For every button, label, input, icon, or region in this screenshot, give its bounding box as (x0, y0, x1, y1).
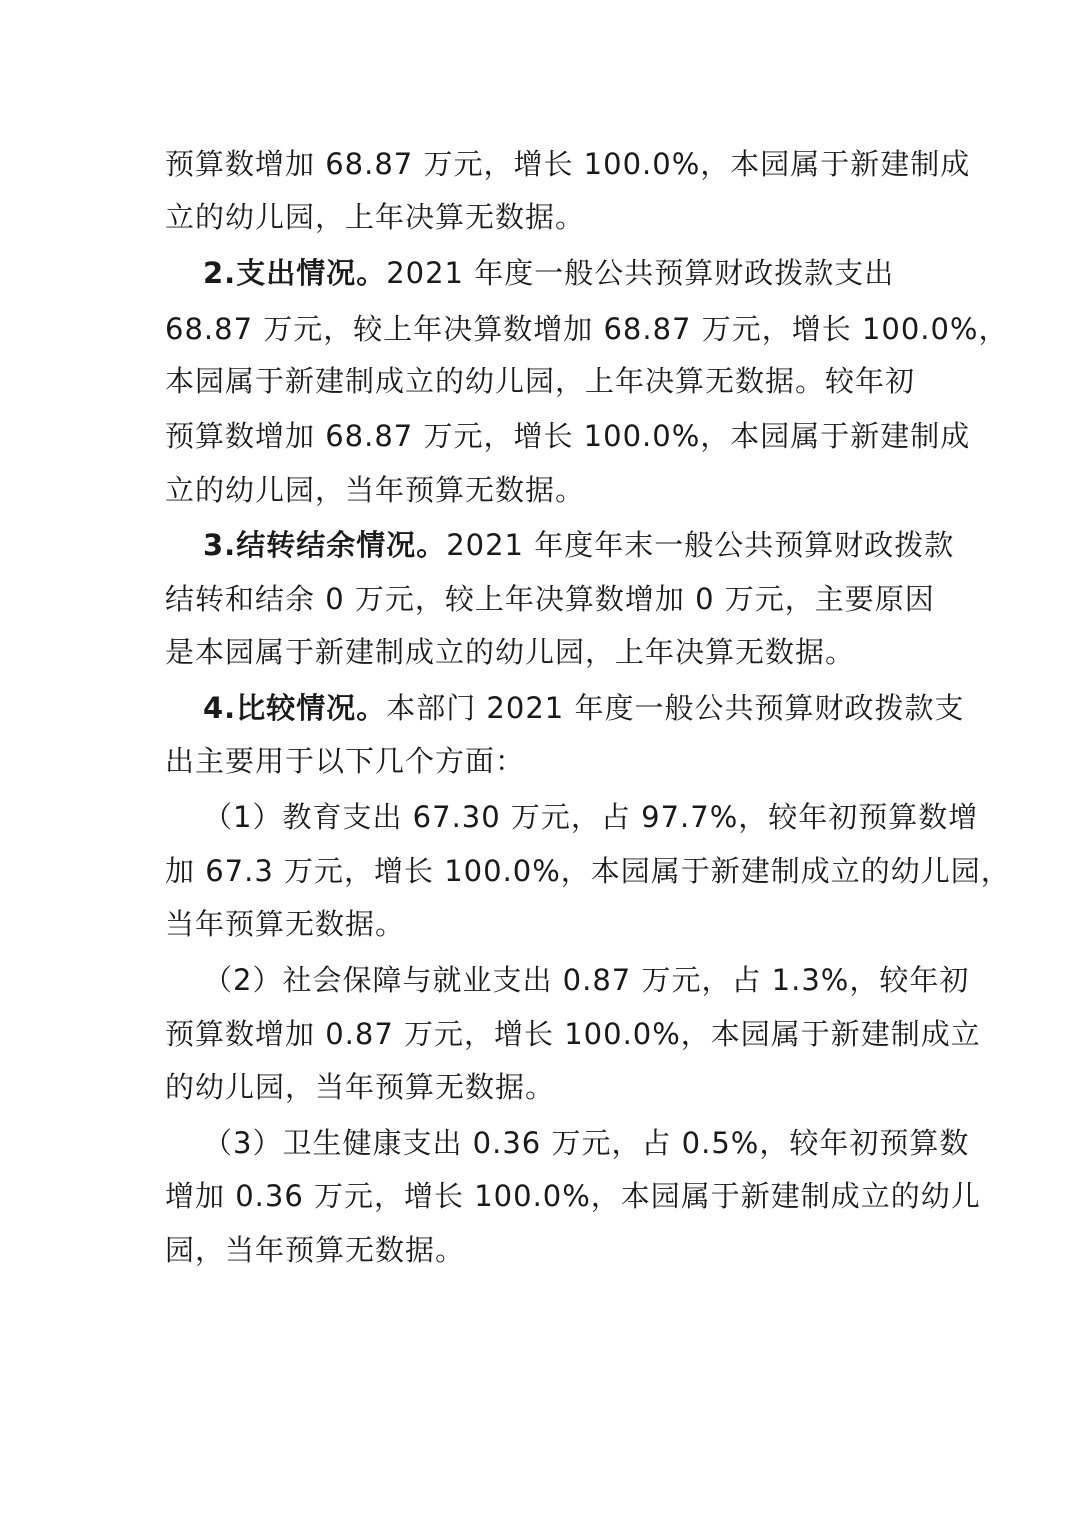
section-2-first-line-text: 2021 年度一般公共预算财政拨款支出 (386, 256, 895, 290)
section-2-heading: 2.支出情况。 (203, 256, 387, 290)
list-item-3-line: （3）卫生健康支出 0.36 万元，占 0.5%，较年初预算数 (203, 1126, 970, 1160)
list-item-1-line: （1）教育支出 67.30 万元，占 97.7%，较年初预算数增 (203, 800, 979, 834)
text-line: 预算数增加 68.87 万元，增长 100.0%，本园属于新建制成 (165, 147, 971, 181)
section-3-first-line (203, 525, 954, 565)
list-item-2-line: （2）社会保障与就业支出 0.87 万元，占 1.3%，较年初 (203, 963, 970, 997)
text-line: 预算数增加 68.87 万元，增长 100.0%，本园属于新建制成 (165, 419, 971, 453)
section-2-first-line (203, 253, 894, 293)
text-line: 本园属于新建制成立的幼儿园，上年决算无数据。较年初 (165, 364, 916, 398)
text-line: 加 67.3 万元，增长 100.0%，本园属于新建制成立的幼儿园， (165, 854, 1011, 888)
text-line: 出主要用于以下几个方面： (165, 744, 526, 778)
text-line: 立的幼儿园，当年预算无数据。 (165, 473, 586, 507)
text-line: 的幼儿园，当年预算无数据。 (165, 1070, 556, 1104)
text-line: 当年预算无数据。 (165, 907, 406, 941)
text-line: 是本园属于新建制成立的幼儿园，上年决算无数据。 (165, 635, 856, 669)
section-3-heading: 3.结转结余情况。 (203, 528, 447, 562)
text-line: 立的幼儿园，上年决算无数据。 (165, 200, 586, 234)
text-line: 预算数增加 0.87 万元，增长 100.0%，本园属于新建制成立 (165, 1017, 981, 1051)
section-3-first-line-text: 2021 年度年末一般公共预算财政拨款 (446, 528, 955, 562)
section-4-first-line-text: 本部门 2021 年度一般公共预算财政拨款支 (386, 691, 965, 725)
section-4-first-line (203, 688, 964, 728)
text-line: 68.87 万元，较上年决算数增加 68.87 万元，增长 100.0%， (165, 312, 1009, 346)
text-line: 结转和结余 0 万元，较上年决算数增加 0 万元，主要原因 (165, 582, 935, 616)
text-line: 园，当年预算无数据。 (165, 1233, 466, 1267)
section-4-heading: 4.比较情况。 (203, 691, 387, 725)
text-line: 增加 0.36 万元，增长 100.0%，本园属于新建制成立的幼儿 (165, 1179, 981, 1213)
